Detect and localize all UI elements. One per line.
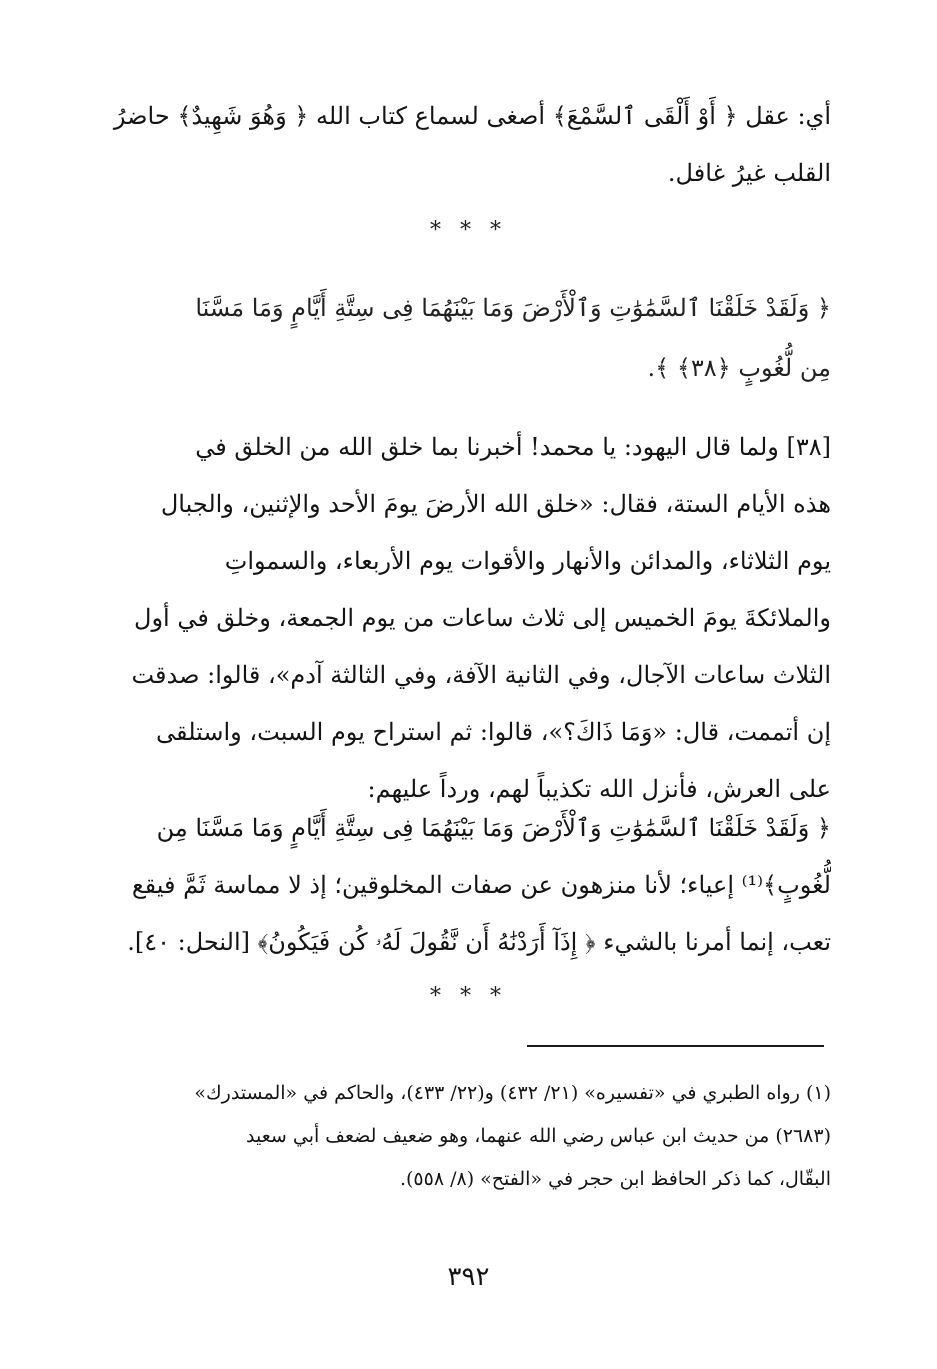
commentary-line: والملائكةَ يومَ الخميس إلى ثلاث ساعات من يوم الجمعة، وخلق في أول [134,604,831,632]
commentary-paragraph [103,419,831,818]
verse-explanation-paragraph [103,800,831,971]
explanation-line: لُّغُوبٍ﴾⁽¹⁾ إعياء؛ لأنا منزهون عن صفات المخلوقين؛ إذ لا مماسة ثَمَّ فيقع [131,871,831,899]
section-separator: * * * [430,984,507,1009]
verse-line: ﴿ وَلَقَدْ خَلَقْنَا ٱلسَّمَٰوَٰتِ وَٱلْأَرْضَ وَمَا بَيْنَهُمَا فِى سِتَّةِ أَيَّامٍ وَمَا مَسَّنَا [195,294,831,322]
explanation-line: ﴿ وَلَقَدْ خَلَقْنَا ٱلسَّمَٰوَٰتِ وَٱلْأَرْضَ وَمَا بَيْنَهُمَا فِى سِتَّةِ أَيَّامٍ وَمَا مَسَّنَا مِن [156,814,831,842]
commentary-line: [٣٨] ولما قال اليهود: يا محمد! أخبرنا بما خلق الله من الخلق في [195,433,831,461]
explanation-line: تعب، إنما أمرنا بالشيء ﴿ إِذَآ أَرَدْنَٰهُ أَن نَّقُولَ لَهُۥ كُن فَيَكُونُ﴾ [النحل: ٤٠]. [127,928,831,956]
intro-paragraph [103,88,831,202]
footnote-line: (٢٦٨٣) من حديث ابن عباس رضي الله عنهما، وهو ضعيف لضعف أبي سعيد [246,1125,831,1147]
footnote-divider [527,1045,824,1047]
intro-line: أي: عقل ﴿ أَوْ أَلْقَى ٱلسَّمْعَ﴾ أصغى لسماع كتاب الله ﴿ وَهُوَ شَهِيدٌ﴾ حاضرُ [113,102,831,130]
section-separator: * * * [430,218,507,243]
commentary-line: على العرش، فأنزل الله تكذيباً لهم، ورداً عليهم: [367,775,831,803]
commentary-line: يوم الثلاثاء، والمدائن والأنهار والأقوات يوم الأربعاء، والسمواتِ [224,547,831,575]
footnote-line: البقّال، كما ذكر الحافظ ابن حجر في «الفتح» (٨/ ٥٥٨). [399,1168,831,1190]
quran-verse [103,278,831,398]
footnote-line: (١) رواه الطبري في «تفسيره» (٢١/ ٤٣٢) و(٢٢/ ٤٣٣)، والحاكم في «المستدرك» [194,1082,831,1104]
commentary-line: الثلاث ساعات الآجال، وفي الثانية الآفة، وفي الثالثة آدم»، قالوا: صدقت [131,661,831,689]
commentary-line: إن أتممت، قال: «وَمَا ذَاكَ؟»، قالوا: ثم استراح يوم السبت، واستلقى [156,718,831,746]
page-number: ٣٩٢ [447,1262,490,1292]
intro-line: القلب غيرُ غافل. [667,159,831,187]
verse-line: مِن لُّغُوبٍ ﴿٣٨﴾ ﴾. [647,354,831,382]
footnote [103,1072,831,1201]
commentary-line: هذه الأيام الستة، فقال: «خلق الله الأرضَ يومَ الأحد والإثنين، والجبال [160,490,831,518]
